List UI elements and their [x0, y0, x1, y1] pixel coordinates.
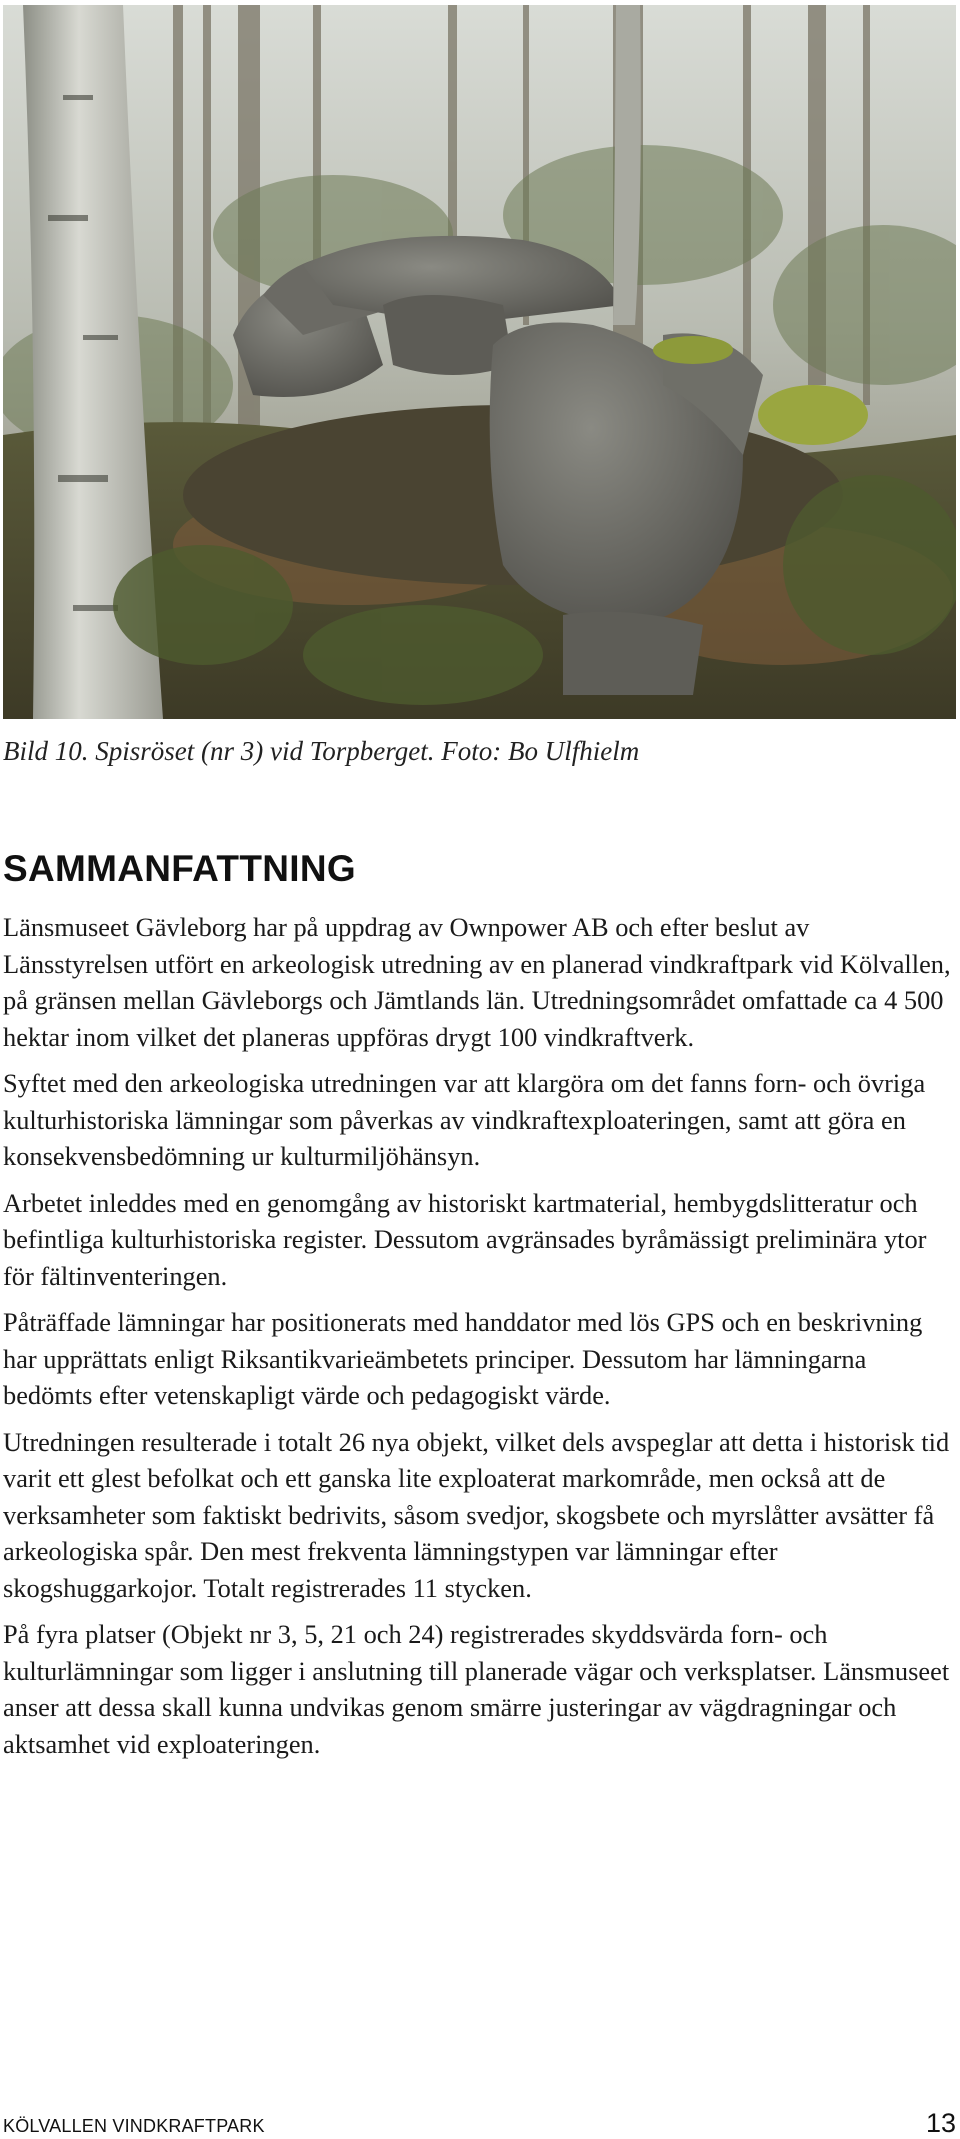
page-number: 13 — [925, 2108, 956, 2138]
paragraph: På fyra platser (Objekt nr 3, 5, 21 och 24) registrerades skyddsvärda forn- och kulturlämningar som ligger i anslutning till planerade vägar och verksplatser. Länsmuseet anser att dessa skall kunna undvikas genom smärre justeringar av vägdragningar och aktsamhet vid exploateringen. — [3, 1619, 950, 1759]
summary-body — [3, 909, 953, 1772]
forest-cairn-illustration — [3, 5, 956, 719]
paragraph: Syftet med den arkeologiska utredningen var att klargöra om det fanns forn- och övriga kulturhistoriska lämningar som påverkas av vindkraftexploateringen, samt att göra en konsekvensbedömning ur kulturmiljöhänsyn. — [3, 1068, 926, 1171]
paragraph: Länsmuseet Gävleborg har på uppdrag av Ownpower AB och efter beslut av Länsstyrelsen utfört en arkeologisk utredning av en planerad vindkraftpark vid Kölvallen, på gränsen mellan Gävleborgs och Jämtlands län. Utredningsområdet omfattade ca 4 500 hektar inom vilket det planeras uppföras drygt 100 vindkraftverk. — [3, 912, 951, 1052]
paragraph: Utredningen resulterade i totalt 26 nya objekt, vilket dels avspeglar att detta i historisk tid varit ett glest befolkat och ett ganska lite exploaterat markområde, men också att de verksamheter som faktiskt bedrivits, såsom svedjor, skogsbete och myrslåtter avsätter få arkeologiska spår. Den mest frekventa lämningstypen var lämningar efter skogshuggarkojor. Totalt registrerades 11 stycken. — [3, 1426, 950, 1603]
paragraph: Påträffade lämningar har positionerats med handdator med lös GPS och en beskrivning har upprättats enligt Riksantikvarieämbetets principer. Dessutom har lämningarna bedömts efter vetenskapligt värde och pedagogiskt värde. — [3, 1307, 923, 1410]
paragraph: Arbetet inleddes med en genomgång av historiskt kartmaterial, hembygdslitteratur och befintliga kulturhistoriska register. Dessutom avgränsades byråmässigt preliminära ytor för fältinventeringen. — [3, 1187, 927, 1291]
figure-caption: Bild 10. Spisröset (nr 3) vid Torpberget. Foto: Bo Ulfhielm — [3, 736, 640, 766]
photo-spisroset — [3, 5, 956, 719]
section-heading: SAMMANFATTNING — [3, 848, 356, 889]
footer-title: KÖLVALLEN VINDKRAFTPARK — [3, 2116, 265, 2136]
